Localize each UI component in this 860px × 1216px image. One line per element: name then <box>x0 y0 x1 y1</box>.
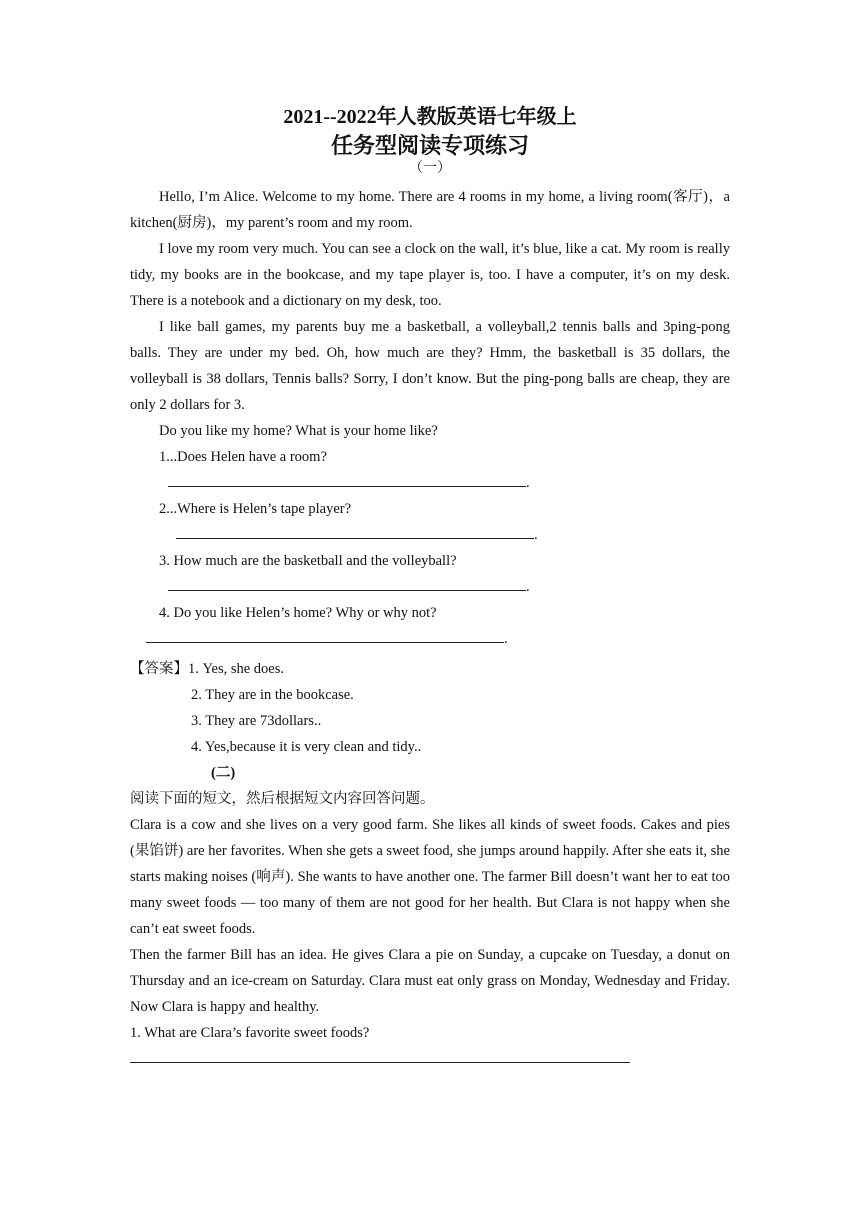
answer-blank-3[interactable]: . <box>130 574 730 600</box>
passage2-paragraph: Clara is a cow and she lives on a very good farm. She likes all kinds of sweet foods. Cakes and pies (果馅饼) are her favorites. When she gets a sweet food, she jumps around happily. After she eats it, she starts making noises (响声). She wants to have another one. The farmer Bill doesn’t want her to eat too many sweet foods — too many of them are not good for her health. But Clara is not happy when she can’t eat sweet foods. <box>130 817 730 937</box>
answer-blank-2[interactable]: . <box>130 522 730 548</box>
answer-item: 4. Yes,because it is very clean and tidy.. <box>191 739 422 755</box>
section1-label: （一） <box>409 161 451 176</box>
section2-instruction: 阅读下面的短文，然后根据短文内容回答问题。 <box>130 791 435 807</box>
passage1-paragraph: I like ball games, my parents buy me a basketball, a volleyball,2 tennis balls and 3ping-pong balls. They are under my bed. Oh, how much are they? Hmm, the basketball is 35 dollars, the volleyball is 38 dollars, Tennis balls? Sorry, I don’t know. But the ping-pong balls are cheap, they are only 2 dollars for 3. <box>130 319 730 413</box>
document-page <box>130 104 730 1072</box>
question-1: 1...Does Helen have a room? <box>159 449 327 465</box>
answer-label: 【答案】 <box>130 661 188 677</box>
answer-item: 1. Yes, she does. <box>188 661 285 677</box>
answer-item: 2. They are in the bookcase. <box>191 687 354 703</box>
document-subtitle: 任务型阅读专项练习 <box>330 133 529 158</box>
section2-label: (二) <box>211 765 236 781</box>
question-3: 3. How much are the basketball and the volleyball? <box>159 553 457 569</box>
section2-answer-blank-1[interactable] <box>130 1046 730 1072</box>
section2-question-1: 1. What are Clara’s favorite sweet foods? <box>130 1025 370 1041</box>
passage1-paragraph: Hello, I’m Alice. Welcome to my home. There are 4 rooms in my home, a living room(客厅)，a kitchen(厨房)，my parent’s room and my room. <box>130 189 730 231</box>
passage2-paragraph: Then the farmer Bill has an idea. He gives Clara a pie on Sunday, a cupcake on Tuesday, a donut on Thursday and an ice-cream on Saturday. Clara must eat only grass on Monday, Wednesday and Friday. Now Clara is happy and healthy. <box>130 947 730 1015</box>
answer-item: 3. They are 73dollars.. <box>191 713 322 729</box>
answer-blank-1[interactable]: . <box>130 470 730 496</box>
question-2: 2...Where is Helen’s tape player? <box>159 501 352 517</box>
passage1-paragraph: Do you like my home? What is your home like? <box>159 423 438 439</box>
answer-blank-4[interactable]: . <box>130 626 730 652</box>
passage1-paragraph: I love my room very much. You can see a clock on the wall, it’s blue, like a cat. My room is really tidy, my books are in the bookcase, and my tape player is, too. I have a computer, it’s on my desk. There is a notebook and a dictionary on my desk, too. <box>130 241 730 309</box>
question-4: 4. Do you like Helen’s home? Why or why not? <box>159 605 437 621</box>
answer-key <box>130 656 730 682</box>
document-title: 2021--2022年人教版英语七年级上 <box>283 106 577 128</box>
